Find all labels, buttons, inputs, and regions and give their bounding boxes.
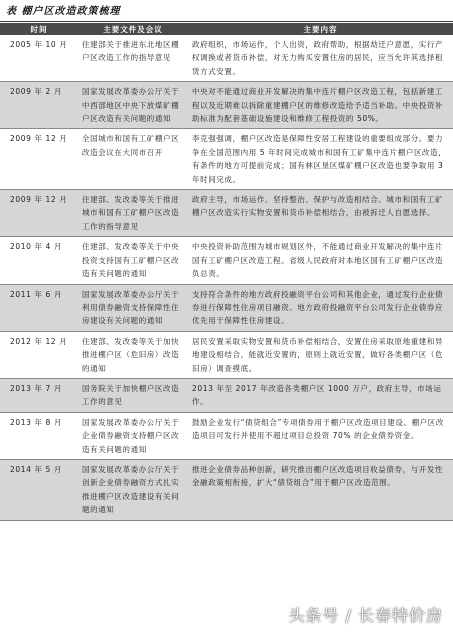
watermark: 头条号 / 长春特价房 — [288, 606, 443, 625]
header-time: 时间 — [0, 23, 78, 35]
table-row — [0, 35, 453, 82]
row-time: 2009 年 12 月 — [0, 190, 78, 237]
document-title: 表 棚户区改造政策梳理 — [6, 6, 121, 17]
row-time: 2011 年 6 月 — [0, 284, 78, 331]
header-content: 主要内容 — [188, 23, 453, 35]
row-content: 推进企业债券品种创新，研究推出棚户区改造项目收益债券，与开发性金融政策相衔接，扩大“债贷组合”用于棚户区改造范围。 — [188, 459, 453, 520]
table-row — [0, 459, 453, 520]
row-content: 鼓励企业发行“债贷组合”专项债券用于棚户区改造项目建设。棚户区改造项目可发行并使用不超过项目总投资 70% 的企业债券资金。 — [188, 412, 453, 459]
policy-table — [0, 23, 453, 521]
row-time: 2013 年 7 月 — [0, 378, 78, 412]
table-row — [0, 190, 453, 237]
table-row — [0, 237, 453, 284]
row-document: 住建部、发改委等关于推进城市和国有工矿棚户区改造工作的指导意见 — [78, 190, 188, 237]
row-document: 住建部、发改委等关于中央投资支持国有工矿棚户区改造有关问题的通知 — [78, 237, 188, 284]
row-time: 2005 年 10 月 — [0, 35, 78, 82]
row-document: 国务院关于加快棚户区改造工作的意见 — [78, 378, 188, 412]
table-row — [0, 82, 453, 129]
row-document: 国家发展改革委办公厅关于企业债券融资支持棚户区改造有关问题的通知 — [78, 412, 188, 459]
row-time: 2014 年 5 月 — [0, 459, 78, 520]
row-time: 2012 年 12 月 — [0, 331, 78, 378]
row-document: 住建部关于推进东北地区棚户区改造工作的指导意见 — [78, 35, 188, 82]
row-content: 政府主导，市场运作。坚持整治、保护与改造相结合。城市和国有工矿棚户区改造实行实物安置和货币补偿相结合，由被拆迁人自愿选择。 — [188, 190, 453, 237]
table-header-row — [0, 23, 453, 35]
row-document: 全国城市和国有工矿棚户区改造会议在大同市召开 — [78, 129, 188, 190]
title-divider — [0, 21, 453, 22]
row-content: 中央投资补助范围为城市规划区外，不能通过商业开发解决的集中连片国有工矿棚户区改造工程。省级人民政府对本地区国有工矿棚户区改造负总责。 — [188, 237, 453, 284]
row-content: 居民安置采取实物安置和货币补偿相结合，安置住房采取原地重建和异地建设相结合，能就近安置的，原则上就近安置，做好各类棚户区（危旧房）调查摸底。 — [188, 331, 453, 378]
table-row — [0, 129, 453, 190]
row-document: 住建部、发改委等关于加快推进棚户区（危旧房）改造的通知 — [78, 331, 188, 378]
table-row — [0, 331, 453, 378]
header-documents: 主要文件及会议 — [78, 23, 188, 35]
table-row — [0, 284, 453, 331]
row-document: 国家发展改革委办公厅关于中西部地区中央下放煤矿棚户区改造有关问题的通知 — [78, 82, 188, 129]
row-content: 2013 年至 2017 年改造各类棚户区 1000 万户，政府主导，市场运作。 — [188, 378, 453, 412]
row-content: 政府组织，市场运作，个人出资，政府帮助，根据劫迁户意愿，实行产权调换或者货币补偿，对无力购买安置住房的居民，应当允许其选择租赁方式安置。 — [188, 35, 453, 82]
row-content: 中央对不能通过商业开发解决的集中连片棚户区改造工程，包括新建工程以及近期难以拆除重建棚户区的维修改造给予适当补助。中央投资补助标准为配套基础设施建设和维修工程投资的 50%。 — [188, 82, 453, 129]
table-row — [0, 378, 453, 412]
table-row — [0, 412, 453, 459]
row-time: 2009 年 12 月 — [0, 129, 78, 190]
row-time: 2013 年 8 月 — [0, 412, 78, 459]
row-time: 2009 年 2 月 — [0, 82, 78, 129]
row-time: 2010 年 4 月 — [0, 237, 78, 284]
row-document: 国家发展改革委办公厅关于利用债券融资支持保障性住房建设有关问题的通知 — [78, 284, 188, 331]
row-document: 国家发展改革委办公厅关于创新企业债券融资方式扎实推进棚户区改造建设有关问题的通知 — [78, 459, 188, 520]
row-content: 支持符合条件的地方政府投融资平台公司和其他企业，通过发行企业债券进行保障性住房项目融资。地方政府投融资平台公司发行企业债券应优先用于保障性住房建设。 — [188, 284, 453, 331]
row-content: 李克强强调，棚户区改造是保障性安居工程建设的重要组成部分。要力争在全国范围内用 5 年时间完成城市和国有工矿集中连片棚户区改造，有条件的地方可提前完成；国有林区垦区煤矿棚户区改造也要争取用 3 年时间完成。 — [188, 129, 453, 190]
